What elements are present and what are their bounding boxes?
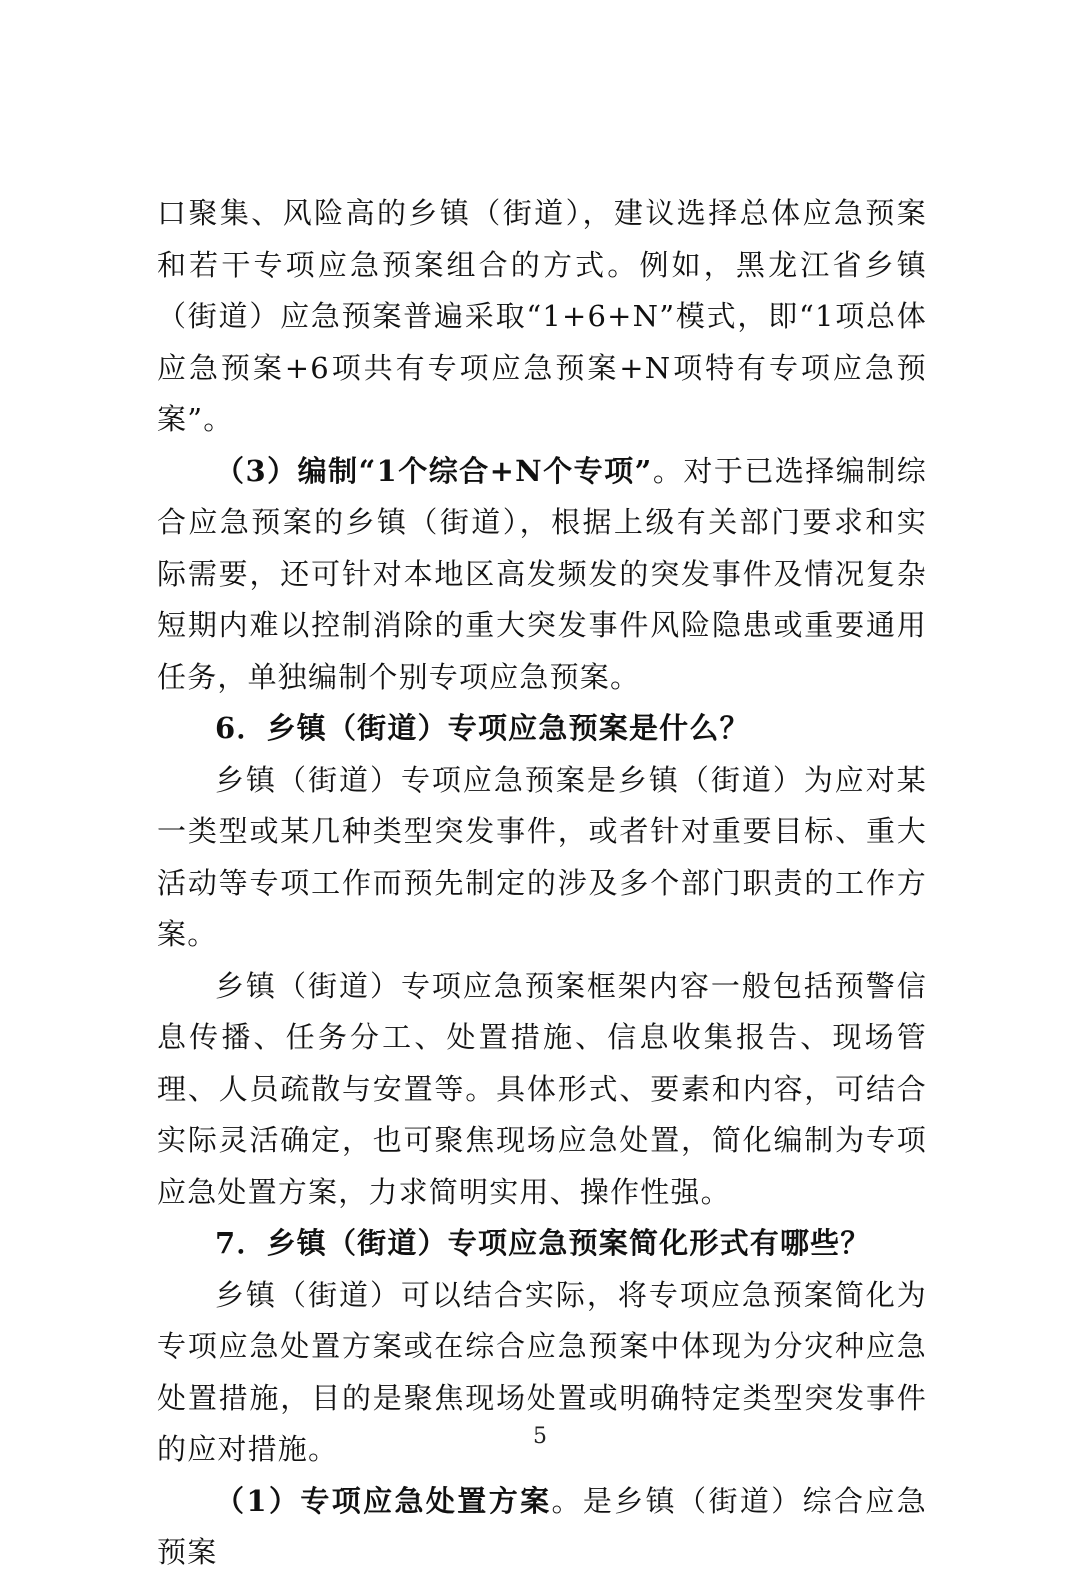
- heading-text: 6．乡镇（街道）专项应急预案是什么？: [215, 711, 750, 745]
- paragraph-bold-lead: （1）专项应急处置方案: [215, 1483, 552, 1518]
- paragraph-continued: [157, 188, 927, 446]
- paragraph-bold-lead: （3）编制“1个综合+N个专项”: [215, 453, 653, 488]
- section-heading-6: [157, 703, 927, 755]
- paragraph-disposal-plan: [157, 1476, 927, 1579]
- paragraph-text: 乡镇（街道）可以结合实际，将专项应急预案简化为专项应急处置方案或在综合应急预案中体现为分灾种应急处置措施，目的是聚焦现场处置或明确特定类型突发事件的应对措施。: [157, 1277, 927, 1466]
- paragraph-framework: [157, 961, 927, 1219]
- body-text: [157, 188, 927, 1579]
- paragraph-text: 乡镇（街道）专项应急预案框架内容一般包括预警信息传播、任务分工、处置措施、信息收集报告、现场管理、人员疏散与安置等。具体形式、要素和内容，可结合实际灵活确定，也可聚焦现场应急处置，简化编制为专项应急处置方案，力求简明实用、操作性强。: [157, 968, 927, 1209]
- paragraph-text: 乡镇（街道）专项应急预案是乡镇（街道）为应对某一类型或某几种类型突发事件，或者针对重要目标、重大活动等专项工作而预先制定的涉及多个部门职责的工作方案。: [157, 762, 927, 951]
- page-number: 5: [533, 1424, 547, 1449]
- paragraph-text: 。对于已选择编制综合应急预案的乡镇（街道），根据上级有关部门要求和实际需要，还可针对本地区高发频发的突发事件及情况复杂短期内难以控制消除的重大突发事件风险隐患或重要通用任务，单独编制个别专项应急预案。: [157, 453, 927, 694]
- paragraph-compile-option-3: [157, 446, 927, 704]
- paragraph-definition: [157, 755, 927, 961]
- paragraph-text: 口聚集、风险高的乡镇（街道），建议选择总体应急预案和若干专项应急预案组合的方式。例如，黑龙江省乡镇（街道）应急预案普遍采取“1+6+N”模式，即“1项总体应急预案+6项共有专项应急预案+N项特有专项应急预案”。: [157, 196, 927, 436]
- heading-text: 7．乡镇（街道）专项应急预案简化形式有哪些？: [215, 1226, 871, 1260]
- paragraph-text: 。是乡镇（街道）综合应急预案: [157, 1483, 927, 1569]
- section-heading-7: [157, 1218, 927, 1270]
